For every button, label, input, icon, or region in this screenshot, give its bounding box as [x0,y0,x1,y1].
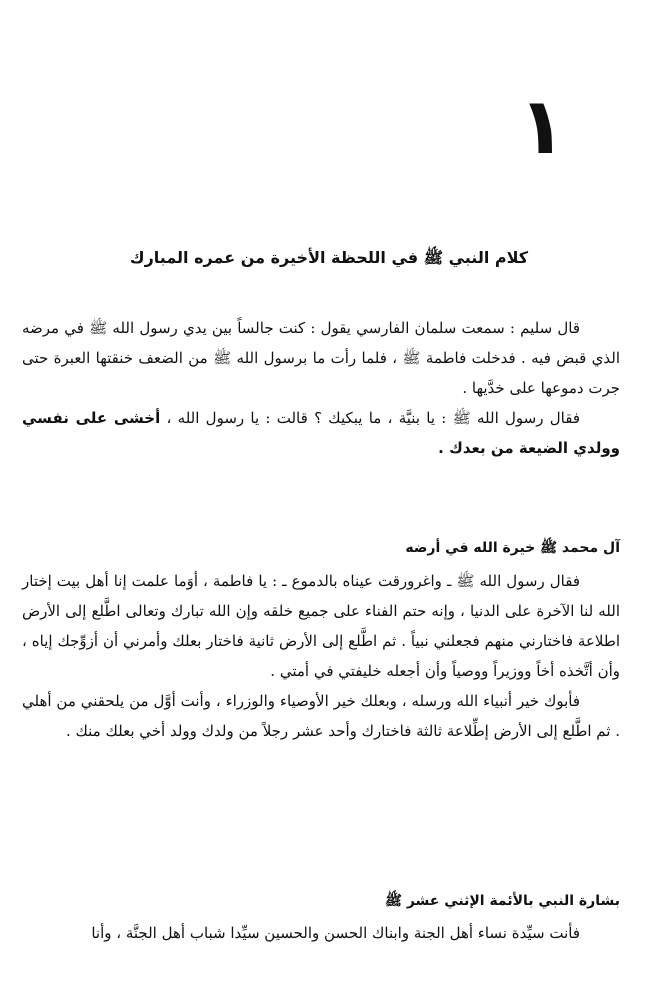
section-3-heading: بشارة النبي بالأئمة الإثني عشر ﷺ [385,893,620,909]
paragraph: فأبوك خير أنبياء الله ورسله ، وبعلك خير الأوصياء والوزراء ، وأنت أوَّل من يلحقني من أهلي . ثم اطَّلع إلى الأرض إطِّلاعة ثالثة فاختارك وأحد عشر رجلاً من ولدك وولد أخي بعلك منك . [22,692,620,740]
chapter-number: ١ [518,82,566,172]
section-2-body [22,566,620,746]
paragraph: فقال رسول الله ﷺ ـ واغرورقت عيناه بالدموع ـ : يا فاطمة ، أوَما علمت إنا أهل بيت إختار الله لنا الآخرة على الدنيا ، وإنه حتم الفناء على جميع خلقه وإن الله تبارك وتعالى اطَّلع إلى الأرض اطلاعة فاختارني منهم فجعلني نبياً . ثم اطَّلع إلى الأرض ثانية فاختار بعلك وأمرني أن أزوِّجك إياه ، وأن أتَّخذه أخاً ووزيراً ووصياً وأن أجعله خليفتي في أمتي . [22,572,620,680]
paragraph: فأنت سيِّدة نساء أهل الجنة وابناك الحسن والحسين سيِّدا شباب أهل الجنَّة ، وأنا [91,924,580,942]
section-1-body [22,313,620,463]
paragraph: قال سليم : سمعت سلمان الفارسي يقول : كنت جالساً بين يدي رسول الله ﷺ في مرضه الذي قبض فيه . فدخلت فاطمة ﷺ ، فلما رأت ما برسول الله ﷺ من الضعف خنقتها العبرة حتى جرت دموعها على خدَّيها . [22,319,620,397]
paragraph-bold-text: أخشى على نفسي وولدي الضيعة من بعدك . [22,409,620,457]
section-3-body [22,918,620,948]
paragraph [22,403,620,463]
section-2-heading: آل محمد ﷺ خيرة الله في أرضه [405,540,620,556]
chapter-title: كلام النبي ﷺ في اللحظة الأخيرة من عمره المبارك [129,248,529,267]
paragraph-text: فقال رسول الله ﷺ : يا بنيَّة ، ما يبكيك ؟ قالت : يا رسول الله ، [166,409,580,427]
